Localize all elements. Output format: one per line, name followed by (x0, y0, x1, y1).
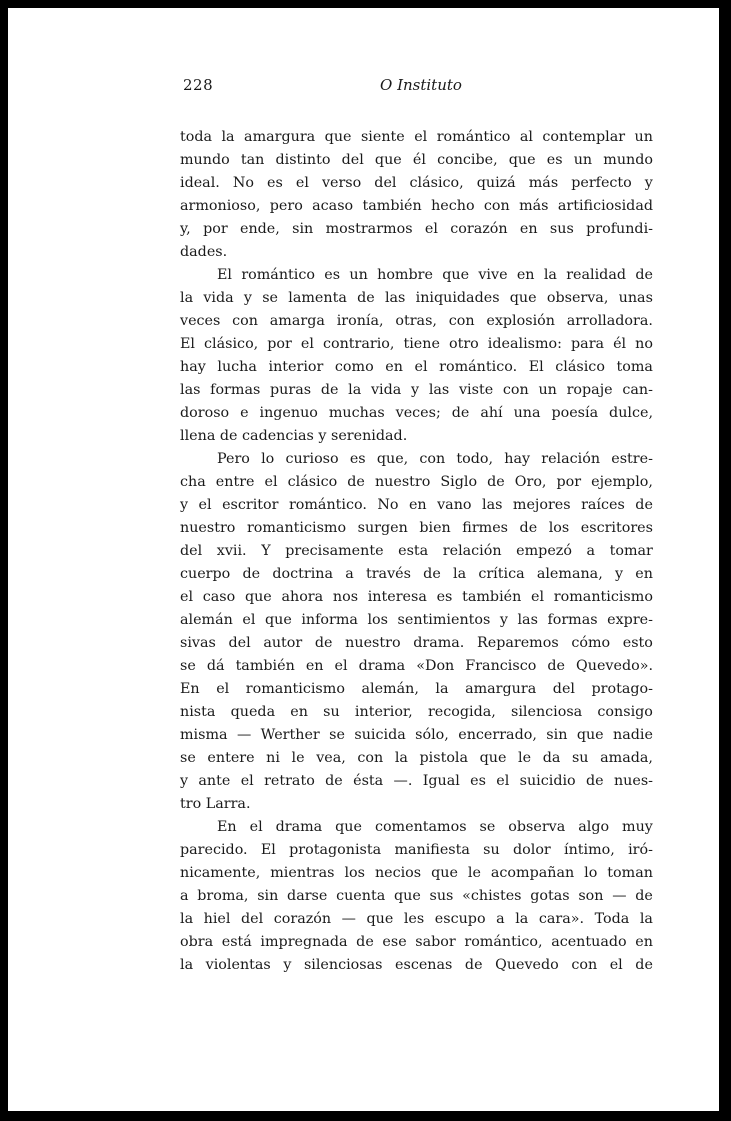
text-line: ideal. No es el verso del clásico, quizá más perfecto y (180, 175, 653, 191)
text-line: obra está impregnada de ese sabor romántico, acentuado en (180, 934, 653, 950)
text-line: nuestro romanticismo surgen bien firmes de los escritores (180, 520, 653, 536)
text-line: a broma, sin darse cuenta que sus «chistes gotas son — de (180, 888, 653, 904)
page-number: 228 (183, 76, 214, 94)
page-header (183, 76, 653, 100)
text-line: nicamente, mientras los necios que le acompañan lo toman (180, 865, 653, 881)
text-line: En el romanticismo alemán, la amargura del protago- (180, 681, 653, 697)
text-line: la hiel del corazón — que les escupo a la cara». Toda la (180, 911, 653, 927)
text-line: cha entre el clásico de nuestro Siglo de Oro, por ejemplo, (180, 474, 653, 490)
text-line: armonioso, pero acaso también hecho con más artificiosidad (180, 198, 653, 214)
text-line: El romántico es un hombre que vive en la realidad de (217, 267, 653, 283)
text-line: Pero lo curioso es que, con todo, hay relación estre- (217, 451, 653, 467)
text-line: misma — Werther se suicida sólo, encerrado, sin que nadie (180, 727, 653, 743)
text-line: El clásico, por el contrario, tiene otro idealismo: para él no (180, 336, 653, 352)
text-line: llena de cadencias y serenidad. (180, 428, 408, 444)
text-line: del xvii. Y precisamente esta relación empezó a tomar (180, 543, 653, 559)
text-line: mundo tan distinto del que él concibe, que es un mundo (180, 152, 653, 168)
text-line: En el drama que comentamos se observa algo muy (217, 819, 653, 835)
text-line: la violentas y silenciosas escenas de Quevedo con el de (180, 957, 653, 973)
text-line: se dá también en el drama «Don Francisco de Quevedo». (180, 658, 653, 674)
text-line: y el escritor romántico. No en vano las mejores raíces de (180, 497, 653, 513)
text-line: dades. (180, 244, 228, 260)
text-line: cuerpo de doctrina a través de la crítica alemana, y en (180, 566, 653, 582)
text-line: se entere ni le vea, con la pistola que le da su amada, (180, 750, 653, 766)
text-line: las formas puras de la vida y las viste con un ropaje can- (180, 382, 653, 398)
text-line: parecido. El protagonista manifiesta su dolor íntimo, iró- (180, 842, 653, 858)
paragraph (180, 816, 653, 977)
text-line: sivas del autor de nuestro drama. Reparemos cómo esto (180, 635, 653, 651)
text-line: toda la amargura que siente el romántico al contemplar un (180, 129, 653, 145)
text-line: nista queda en su interior, recogida, silenciosa consigo (180, 704, 653, 720)
paragraph (180, 126, 653, 264)
text-line: doroso e ingenuo muchas veces; de ahí una poesía dulce, (180, 405, 653, 421)
body-text (180, 126, 653, 977)
text-line: tro Larra. (180, 796, 251, 812)
paragraph (180, 448, 653, 816)
text-line: el caso que ahora nos interesa es también el romanticismo (180, 589, 653, 605)
text-line: y, por ende, sin mostrarmos el corazón en sus profundi- (180, 221, 653, 237)
text-line: alemán el que informa los sentimientos y las formas expre- (180, 612, 653, 628)
text-line: y ante el retrato de ésta —. Igual es el suicidio de nues- (180, 773, 653, 789)
running-title: O Instituto (380, 76, 462, 94)
text-line: la vida y se lamenta de las iniquidades que observa, unas (180, 290, 653, 306)
text-line: veces con amarga ironía, otras, con explosión arrolladora. (180, 313, 653, 329)
text-line: hay lucha interior como en el romántico. El clásico toma (180, 359, 653, 375)
paragraph (180, 264, 653, 448)
